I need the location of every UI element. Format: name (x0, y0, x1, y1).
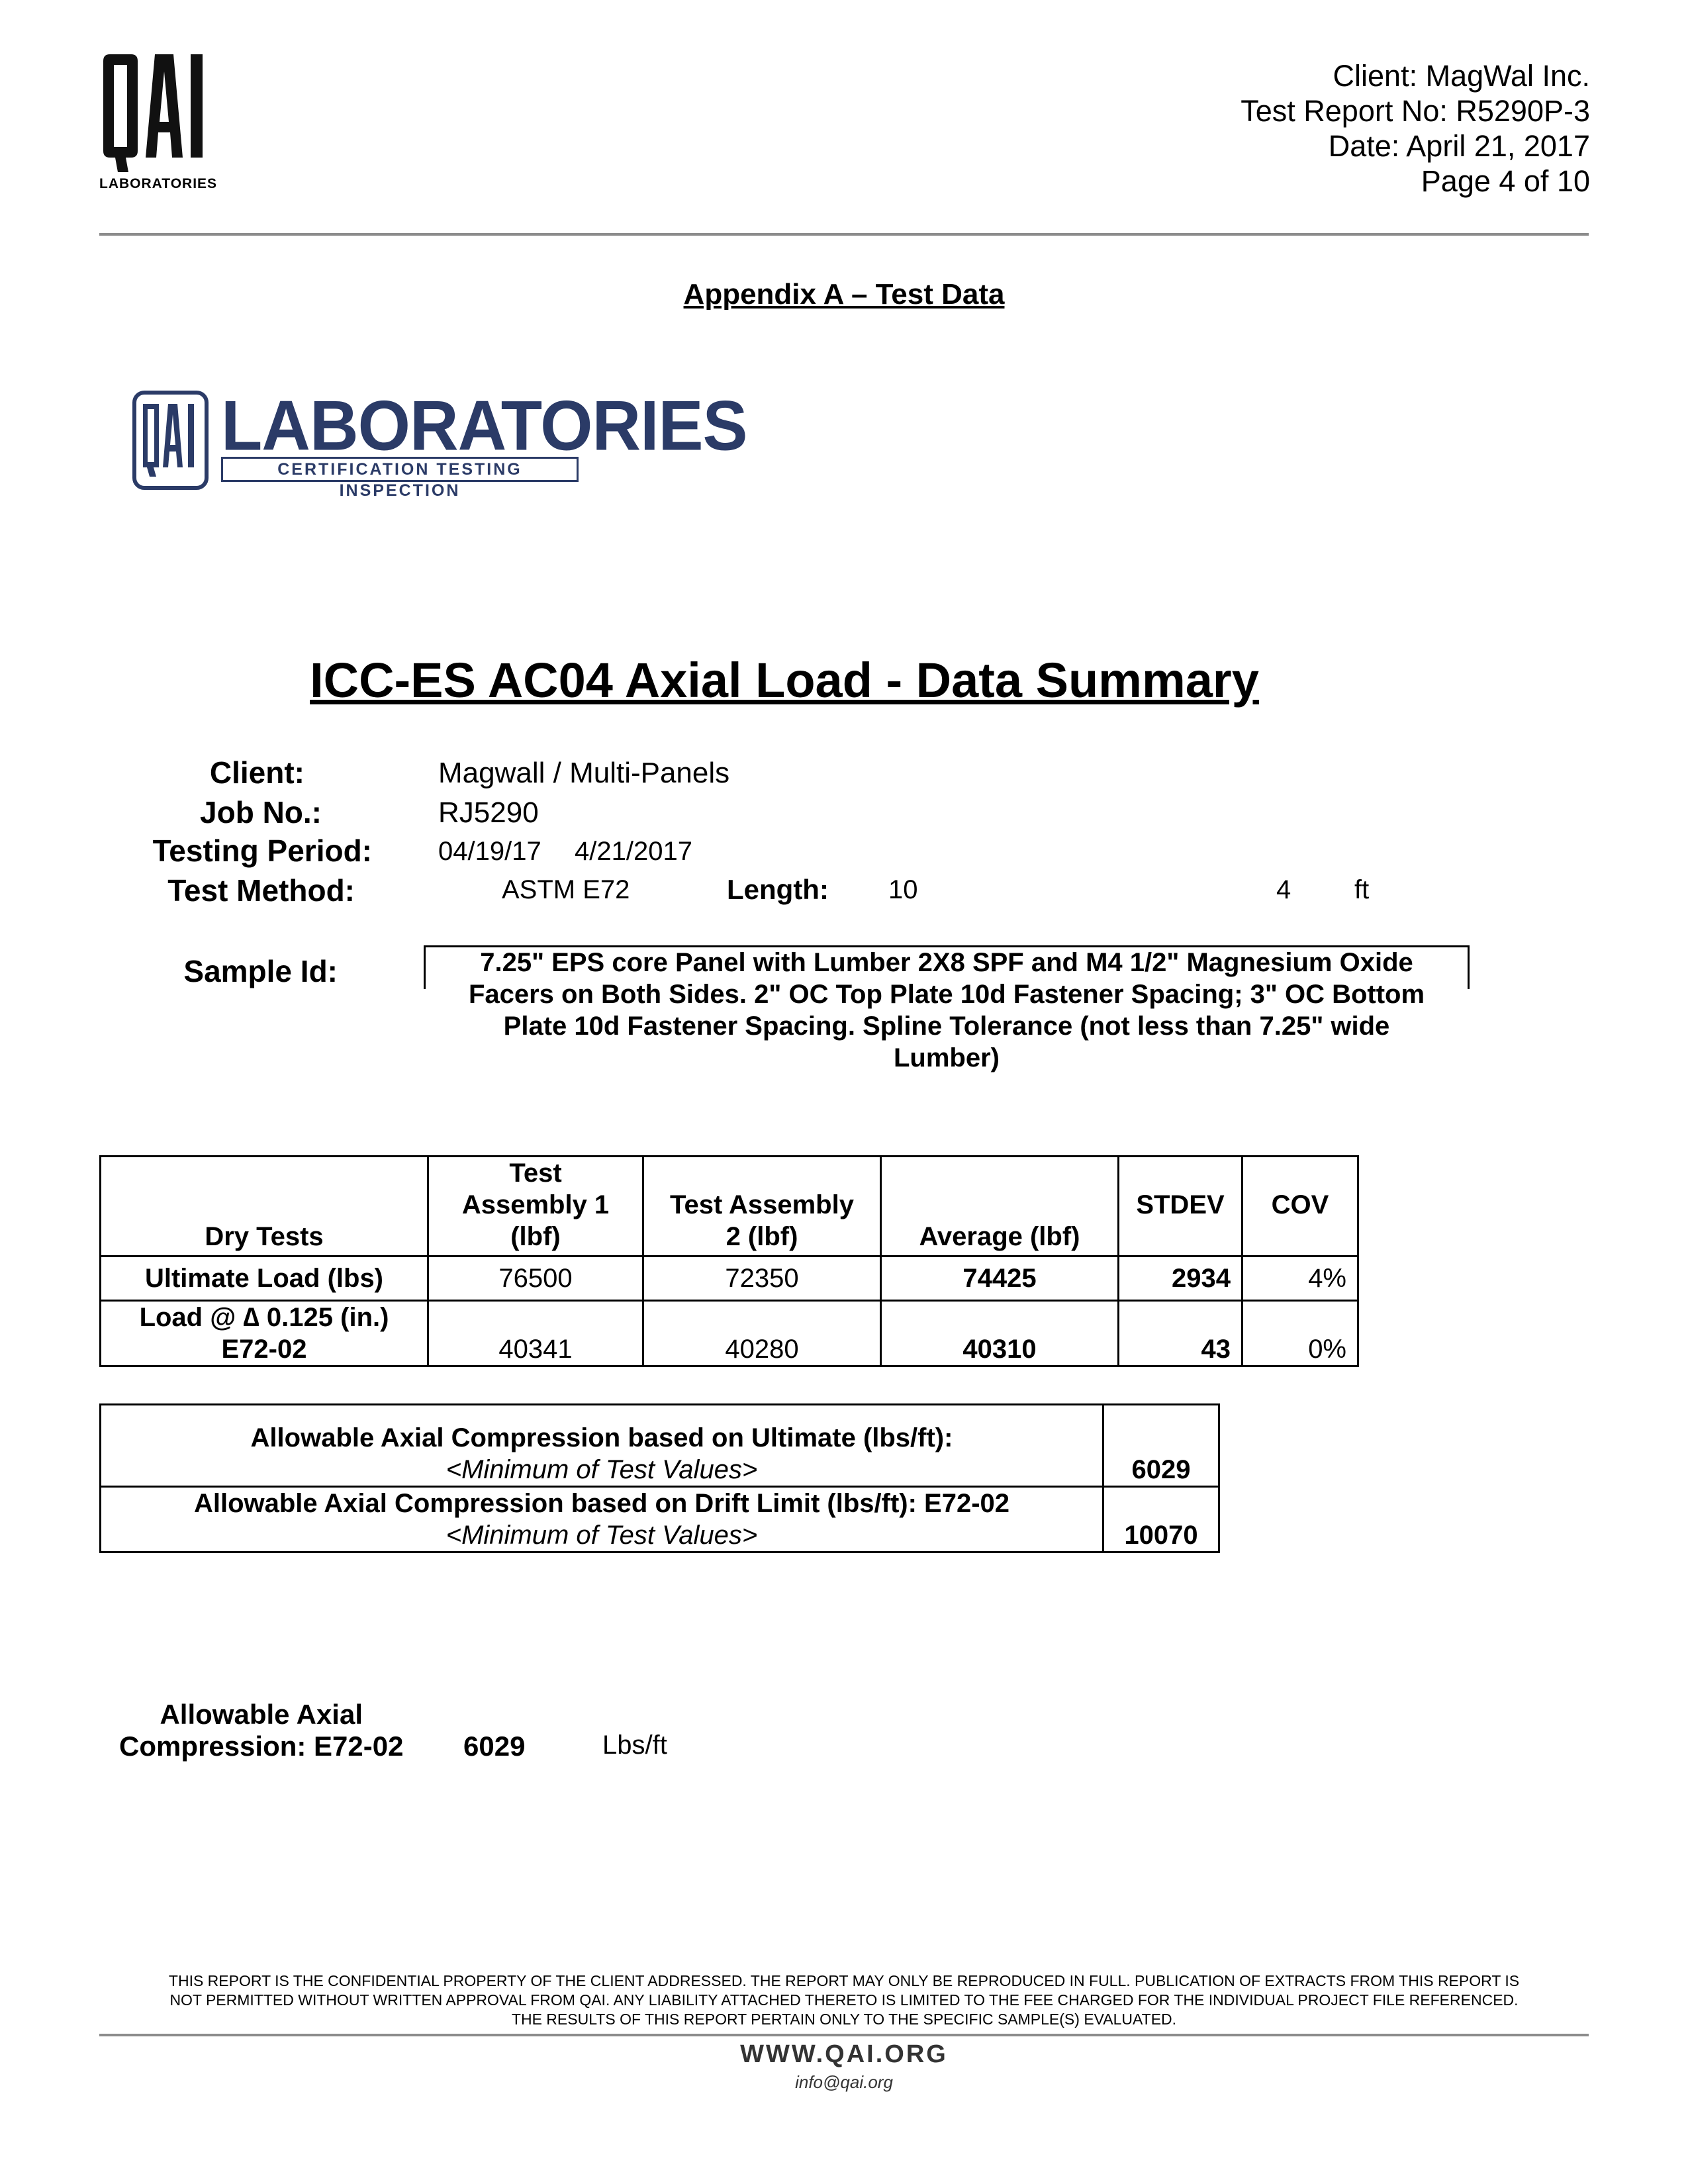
length-label: Length: (727, 874, 829, 905)
final-label-line-1: Allowable Axial (160, 1699, 363, 1730)
cell-average: 74425 (881, 1257, 1119, 1301)
allowable-drift-line-1: Allowable Axial Compression based on Drift Limit (lbs/ft): E72-02 (193, 1489, 1010, 1518)
sample-line-1: 7.25" EPS core Panel with Lumber 2X8 SPF and M4 1/2" Magnesium Oxide (480, 948, 1413, 977)
allowable-compression-table (99, 1403, 1220, 1553)
page-title: ICC-ES AC04 Axial Load - Data Summary (310, 653, 1259, 708)
qai-badge-icon (132, 391, 209, 490)
table-row (101, 1257, 1358, 1301)
table-row (101, 1487, 1219, 1552)
cell-assembly-2: 72350 (643, 1257, 881, 1301)
cell-cov: 4% (1243, 1257, 1358, 1301)
header-assembly-2 (643, 1157, 881, 1257)
period-start: 04/19/17 (438, 837, 541, 866)
header-assembly-1-a: Test (509, 1159, 562, 1188)
header-client: Client: MagWal Inc. (1333, 59, 1590, 93)
disclaimer-line-2: NOT PERMITTED WITHOUT WRITTEN APPROVAL FROM QAI. ANY LIABILITY ATTACHED THERETO IS LIMITED TO THE FEE CHARGED FOR THE INDIVIDUAL PROJECT FILE REFERENCED. (169, 1991, 1519, 2009)
header-assembly-2-a: Test Assembly (670, 1190, 854, 1219)
allowable-drift-label (101, 1487, 1103, 1552)
footer-website: WWW.QAI.ORG (740, 2040, 948, 2068)
cell-assembly-1: 76500 (428, 1257, 643, 1301)
header-report-no: Test Report No: R5290P-3 (1241, 94, 1590, 128)
logo-subtitle: LABORATORIES (99, 176, 218, 191)
cell-assembly-1: 40341 (428, 1301, 643, 1366)
footer-email: info@qai.org (795, 2072, 893, 2092)
allowable-drift-value: 10070 (1103, 1487, 1219, 1552)
header-page: Page 4 of 10 (1421, 164, 1590, 198)
row-label-a: Load @ ∆ 0.125 (in.) (139, 1303, 389, 1332)
period-label: Testing Period: (152, 833, 372, 868)
header-assembly-1-b: Assembly 1 (461, 1190, 610, 1219)
client-value: Magwall / Multi-Panels (438, 757, 730, 789)
allowable-ultimate-line-2: <Minimum of Test Values> (445, 1455, 758, 1484)
cell-cov: 0% (1243, 1301, 1358, 1366)
cell-average: 40310 (881, 1301, 1119, 1366)
job-value: RJ5290 (438, 796, 539, 829)
width-value: 4 (1276, 875, 1291, 904)
row-label-b: E72-02 (221, 1335, 307, 1364)
final-label (119, 1699, 403, 1762)
method-value: ASTM E72 (502, 875, 630, 904)
header-divider (99, 233, 1589, 236)
allowable-drift-line-2: <Minimum of Test Values> (445, 1521, 758, 1550)
allowable-ultimate-line-1: Allowable Axial Compression based on Ultimate (lbs/ft): (250, 1423, 953, 1452)
qai-logo-icon (99, 52, 225, 197)
unit-value: ft (1354, 875, 1370, 904)
table-row (101, 1301, 1358, 1366)
final-value: 6029 (463, 1731, 526, 1762)
cell-stdev: 2934 (1119, 1257, 1243, 1301)
sample-line-4: Lumber) (894, 1043, 1000, 1072)
header-assembly-2-b: 2 (lbf) (726, 1222, 798, 1251)
appendix-title: Appendix A – Test Data (683, 278, 1005, 310)
allowable-ultimate-label (101, 1405, 1103, 1487)
row-label (101, 1301, 428, 1366)
header-date: Date: April 21, 2017 (1328, 129, 1590, 163)
sample-label: Sample Id: (183, 954, 338, 988)
disclaimer-line-1: THIS REPORT IS THE CONFIDENTIAL PROPERTY OF THE CLIENT ADDRESSED. THE REPORT MAY ONLY BE REPRODUCED IN FULL. PUBLICATION OF EXTRACTS FROM THIS REPORT IS (168, 1972, 1520, 1989)
cell-assembly-2: 40280 (643, 1301, 881, 1366)
table-row (101, 1405, 1219, 1487)
sample-line-3: Plate 10d Fastener Spacing. Spline Tolerance (not less than 7.25" wide (503, 1012, 1390, 1041)
row-label: Ultimate Load (lbs) (101, 1257, 428, 1301)
footer-divider (99, 2034, 1589, 2036)
length-value: 10 (888, 875, 918, 904)
disclaimer-line-3: THE RESULTS OF THIS REPORT PERTAIN ONLY TO THE SPECIFIC SAMPLE(S) EVALUATED. (511, 2011, 1177, 2028)
header-assembly-1-c: (lbf) (510, 1222, 561, 1251)
header-cov: COV (1243, 1157, 1358, 1257)
footer-disclaimer (99, 1971, 1589, 2029)
dry-tests-table (99, 1155, 1359, 1367)
final-unit: Lbs/ft (602, 1731, 667, 1760)
job-label: Job No.: (200, 795, 322, 830)
header-assembly-1 (428, 1157, 643, 1257)
allowable-ultimate-value: 6029 (1103, 1405, 1219, 1487)
client-label: Client: (209, 755, 305, 790)
logo-laboratories-text: LABORATORIES (221, 386, 747, 465)
header-average: Average (lbf) (881, 1157, 1119, 1257)
sample-description (424, 947, 1470, 1074)
cell-stdev: 43 (1119, 1301, 1243, 1366)
header-dry-tests: Dry Tests (101, 1157, 428, 1257)
method-label: Test Method: (167, 873, 355, 908)
header-stdev: STDEV (1119, 1157, 1243, 1257)
sample-line-2: Facers on Both Sides. 2" OC Top Plate 10d Fastener Spacing; 3" OC Bottom (468, 980, 1425, 1009)
period-end: 4/21/2017 (575, 837, 692, 866)
final-label-line-2: Compression: E72-02 (119, 1731, 404, 1762)
logo-tagline: CERTIFICATION TESTING INSPECTION (221, 457, 579, 482)
